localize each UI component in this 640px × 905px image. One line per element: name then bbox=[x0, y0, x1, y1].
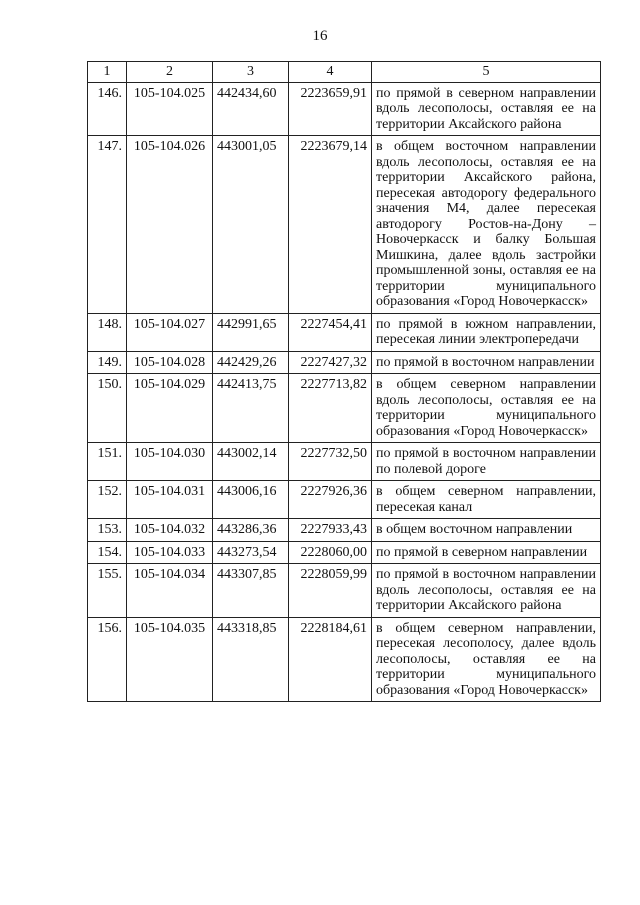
table-row bbox=[88, 541, 601, 564]
direction-description: в общем восточном направлении bbox=[372, 519, 601, 542]
table-row bbox=[88, 374, 601, 443]
table-row bbox=[88, 443, 601, 481]
row-number: 151. bbox=[88, 443, 127, 481]
direction-description: по прямой в южном направлении, пересекая линии электропередачи bbox=[372, 313, 601, 351]
row-number: 152. bbox=[88, 481, 127, 519]
table-header-row bbox=[88, 62, 601, 83]
direction-description: в общем северном направлении вдоль лесополосы, оставляя ее на территории муниципального образования «Город Новочеркасск» bbox=[372, 374, 601, 443]
point-code: 105-104.027 bbox=[127, 313, 213, 351]
point-code: 105-104.029 bbox=[127, 374, 213, 443]
coordinate-y: 2223659,91 bbox=[289, 82, 372, 136]
table-row bbox=[88, 481, 601, 519]
column-header: 4 bbox=[289, 62, 372, 83]
point-code: 105-104.035 bbox=[127, 617, 213, 702]
coordinate-y: 2227713,82 bbox=[289, 374, 372, 443]
direction-description: по прямой в восточном направлении bbox=[372, 351, 601, 374]
coordinate-x: 443318,85 bbox=[213, 617, 289, 702]
coordinate-x: 443273,54 bbox=[213, 541, 289, 564]
direction-description: по прямой в северном направлении bbox=[372, 541, 601, 564]
table-row bbox=[88, 617, 601, 702]
coordinate-y: 2227732,50 bbox=[289, 443, 372, 481]
coordinate-x: 443307,85 bbox=[213, 564, 289, 618]
coordinate-x: 443001,05 bbox=[213, 136, 289, 314]
row-number: 146. bbox=[88, 82, 127, 136]
coordinate-y: 2228059,99 bbox=[289, 564, 372, 618]
row-number: 153. bbox=[88, 519, 127, 542]
point-code: 105-104.034 bbox=[127, 564, 213, 618]
direction-description: по прямой в восточном направлении вдоль лесополосы, оставляя ее на территории Аксайского района bbox=[372, 564, 601, 618]
coordinate-y: 2228184,61 bbox=[289, 617, 372, 702]
direction-description: в общем восточном направлении вдоль лесополосы, оставляя ее на территории Аксайского района, пересекая автодорогу федерального значения М4, далее пересекая автодорогу Ростов-на-Дону – Новочеркасск и балку Большая Мишкина, далее вдоль застройки промышленной зоны, оставляя ее на территории муниципального образования «Город Новочеркасск» bbox=[372, 136, 601, 314]
column-header: 5 bbox=[372, 62, 601, 83]
coordinate-x: 442429,26 bbox=[213, 351, 289, 374]
direction-description: в общем северном направлении, пересекая лесополосу, далее вдоль лесополосы, оставляя ее на территории муниципального образования «Город Новочеркасск» bbox=[372, 617, 601, 702]
direction-description: по прямой в восточном направлении по полевой дороге bbox=[372, 443, 601, 481]
table-row bbox=[88, 313, 601, 351]
coordinate-x: 442434,60 bbox=[213, 82, 289, 136]
coordinate-y: 2227933,43 bbox=[289, 519, 372, 542]
row-number: 155. bbox=[88, 564, 127, 618]
point-code: 105-104.033 bbox=[127, 541, 213, 564]
coordinate-x: 443006,16 bbox=[213, 481, 289, 519]
direction-description: по прямой в северном направлении вдоль лесополосы, оставляя ее на территории Аксайского района bbox=[372, 82, 601, 136]
row-number: 150. bbox=[88, 374, 127, 443]
table-body bbox=[88, 82, 601, 702]
table-row bbox=[88, 564, 601, 618]
point-code: 105-104.032 bbox=[127, 519, 213, 542]
point-code: 105-104.030 bbox=[127, 443, 213, 481]
coordinate-y: 2227926,36 bbox=[289, 481, 372, 519]
coordinate-x: 442413,75 bbox=[213, 374, 289, 443]
point-code: 105-104.028 bbox=[127, 351, 213, 374]
row-number: 149. bbox=[88, 351, 127, 374]
point-code: 105-104.025 bbox=[127, 82, 213, 136]
coordinate-y: 2227454,41 bbox=[289, 313, 372, 351]
table-row bbox=[88, 82, 601, 136]
column-header: 3 bbox=[213, 62, 289, 83]
coordinate-x: 443002,14 bbox=[213, 443, 289, 481]
boundary-points-table bbox=[87, 61, 601, 702]
column-header: 2 bbox=[127, 62, 213, 83]
coordinate-x: 443286,36 bbox=[213, 519, 289, 542]
table-row bbox=[88, 351, 601, 374]
row-number: 147. bbox=[88, 136, 127, 314]
column-header: 1 bbox=[88, 62, 127, 83]
table-row bbox=[88, 136, 601, 314]
row-number: 148. bbox=[88, 313, 127, 351]
point-code: 105-104.026 bbox=[127, 136, 213, 314]
row-number: 156. bbox=[88, 617, 127, 702]
page-number: 16 bbox=[312, 28, 328, 44]
row-number: 154. bbox=[88, 541, 127, 564]
coordinate-y: 2228060,00 bbox=[289, 541, 372, 564]
coordinate-y: 2227427,32 bbox=[289, 351, 372, 374]
point-code: 105-104.031 bbox=[127, 481, 213, 519]
coordinate-y: 2223679,14 bbox=[289, 136, 372, 314]
direction-description: в общем северном направлении, пересекая канал bbox=[372, 481, 601, 519]
coordinate-x: 442991,65 bbox=[213, 313, 289, 351]
table-row bbox=[88, 519, 601, 542]
